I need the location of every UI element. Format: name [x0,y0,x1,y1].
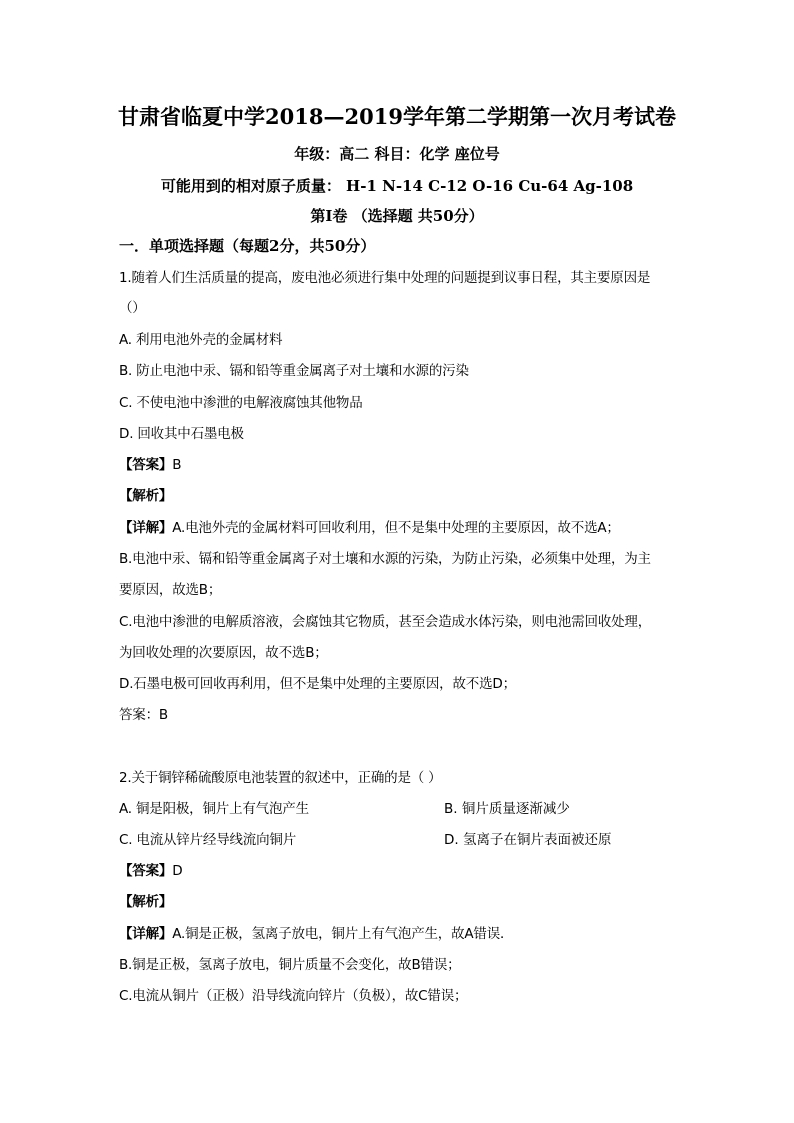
answer-tag: 【答案】 [119,457,173,473]
section-heading: 一．单项选择题（每题2分，共50分） [119,237,376,255]
q2-option-b: B. 铜片质量逐渐减少 [444,801,570,817]
q2-answer-line [119,858,679,884]
q2-detail-line-1 [119,921,679,947]
q1-final-answer: 答案：B [119,707,168,723]
q1-stem-line-1: 1.随着人们生活质量的提高，废电池必须进行集中处理的问题提到议事日程，其主要原因是 [119,270,651,286]
q2-option-c: C. 电流从锌片经导线流向铜片 [119,832,297,848]
q1-option-b: B. 防止电池中汞、镉和铅等重金属离子对土壤和水源的污染 [119,363,469,379]
q2-stem: 2.关于铜锌稀硫酸原电池装置的叙述中，正确的是（ ） [119,770,442,786]
q1-answer-value: B [172,457,182,473]
detail-tag: 【详解】 [119,520,173,536]
q1-detail-line-6: D.石墨电极可回收再利用，但不是集中处理的主要原因，故不选D； [119,676,516,692]
exam-meta-line: 年级：高二 科目：化学 座位号 [294,145,500,163]
q2-detail-line-2: B.铜是正极，氢离子放电，铜片质量不会变化，故B错误； [119,957,461,973]
q1-option-d: D. 回收其中石墨电极 [119,426,244,442]
exam-title: 甘肃省临夏中学2018—2019学年第二学期第一次月考试卷 [118,104,676,129]
q1-detail-line-3: 要原因，故选B； [119,582,222,598]
analysis-tag: 【解析】 [119,894,173,910]
answer-tag: 【答案】 [119,863,173,879]
q1-detail-line-5: 为回收处理的次要原因，故不选B； [119,645,328,661]
q1-detail-line-4: C.电池中渗泄的电解质溶液，会腐蚀其它物质，甚至会造成水体污染，则电池需回收处理， [119,614,652,630]
q2-analysis-tag [119,889,679,915]
analysis-tag: 【解析】 [119,488,173,504]
q1-detail-line-1 [119,515,679,541]
q2-option-d: D. 氢离子在铜片表面被还原 [444,832,612,848]
q1-analysis-tag [119,483,679,509]
volume-heading: 第Ⅰ卷 （选择题 共50分） [310,207,484,225]
q1-option-c: C. 不使电池中渗泄的电解液腐蚀其他物品 [119,395,363,411]
q1-stem-line-2: （） [119,300,146,316]
q1-detail-text-1: A.电池外壳的金属材料可回收利用，但不是集中处理的主要原因，故不选A； [172,520,620,536]
detail-tag: 【详解】 [119,926,173,942]
q2-detail-text-1: A.铜是正极，氢离子放电，铜片上有气泡产生，故A错误． [172,926,514,942]
q2-answer-value: D [172,863,183,879]
q2-detail-line-3: C.电流从铜片（正极）沿导线流向锌片（负极），故C错误； [119,988,468,1004]
atomic-masses-line: 可能用到的相对原子质量： H-1 N-14 C-12 O-16 Cu-64 Ag-108 [160,177,634,195]
q1-detail-line-2: B.电池中汞、镉和铅等重金属离子对土壤和水源的污染，为防止污染，必须集中处理，为主 [119,551,651,567]
q1-answer-line [119,452,679,478]
q2-option-a: A. 铜是阳极，铜片上有气泡产生 [119,801,309,817]
q1-option-a: A. 利用电池外壳的金属材料 [119,332,283,348]
